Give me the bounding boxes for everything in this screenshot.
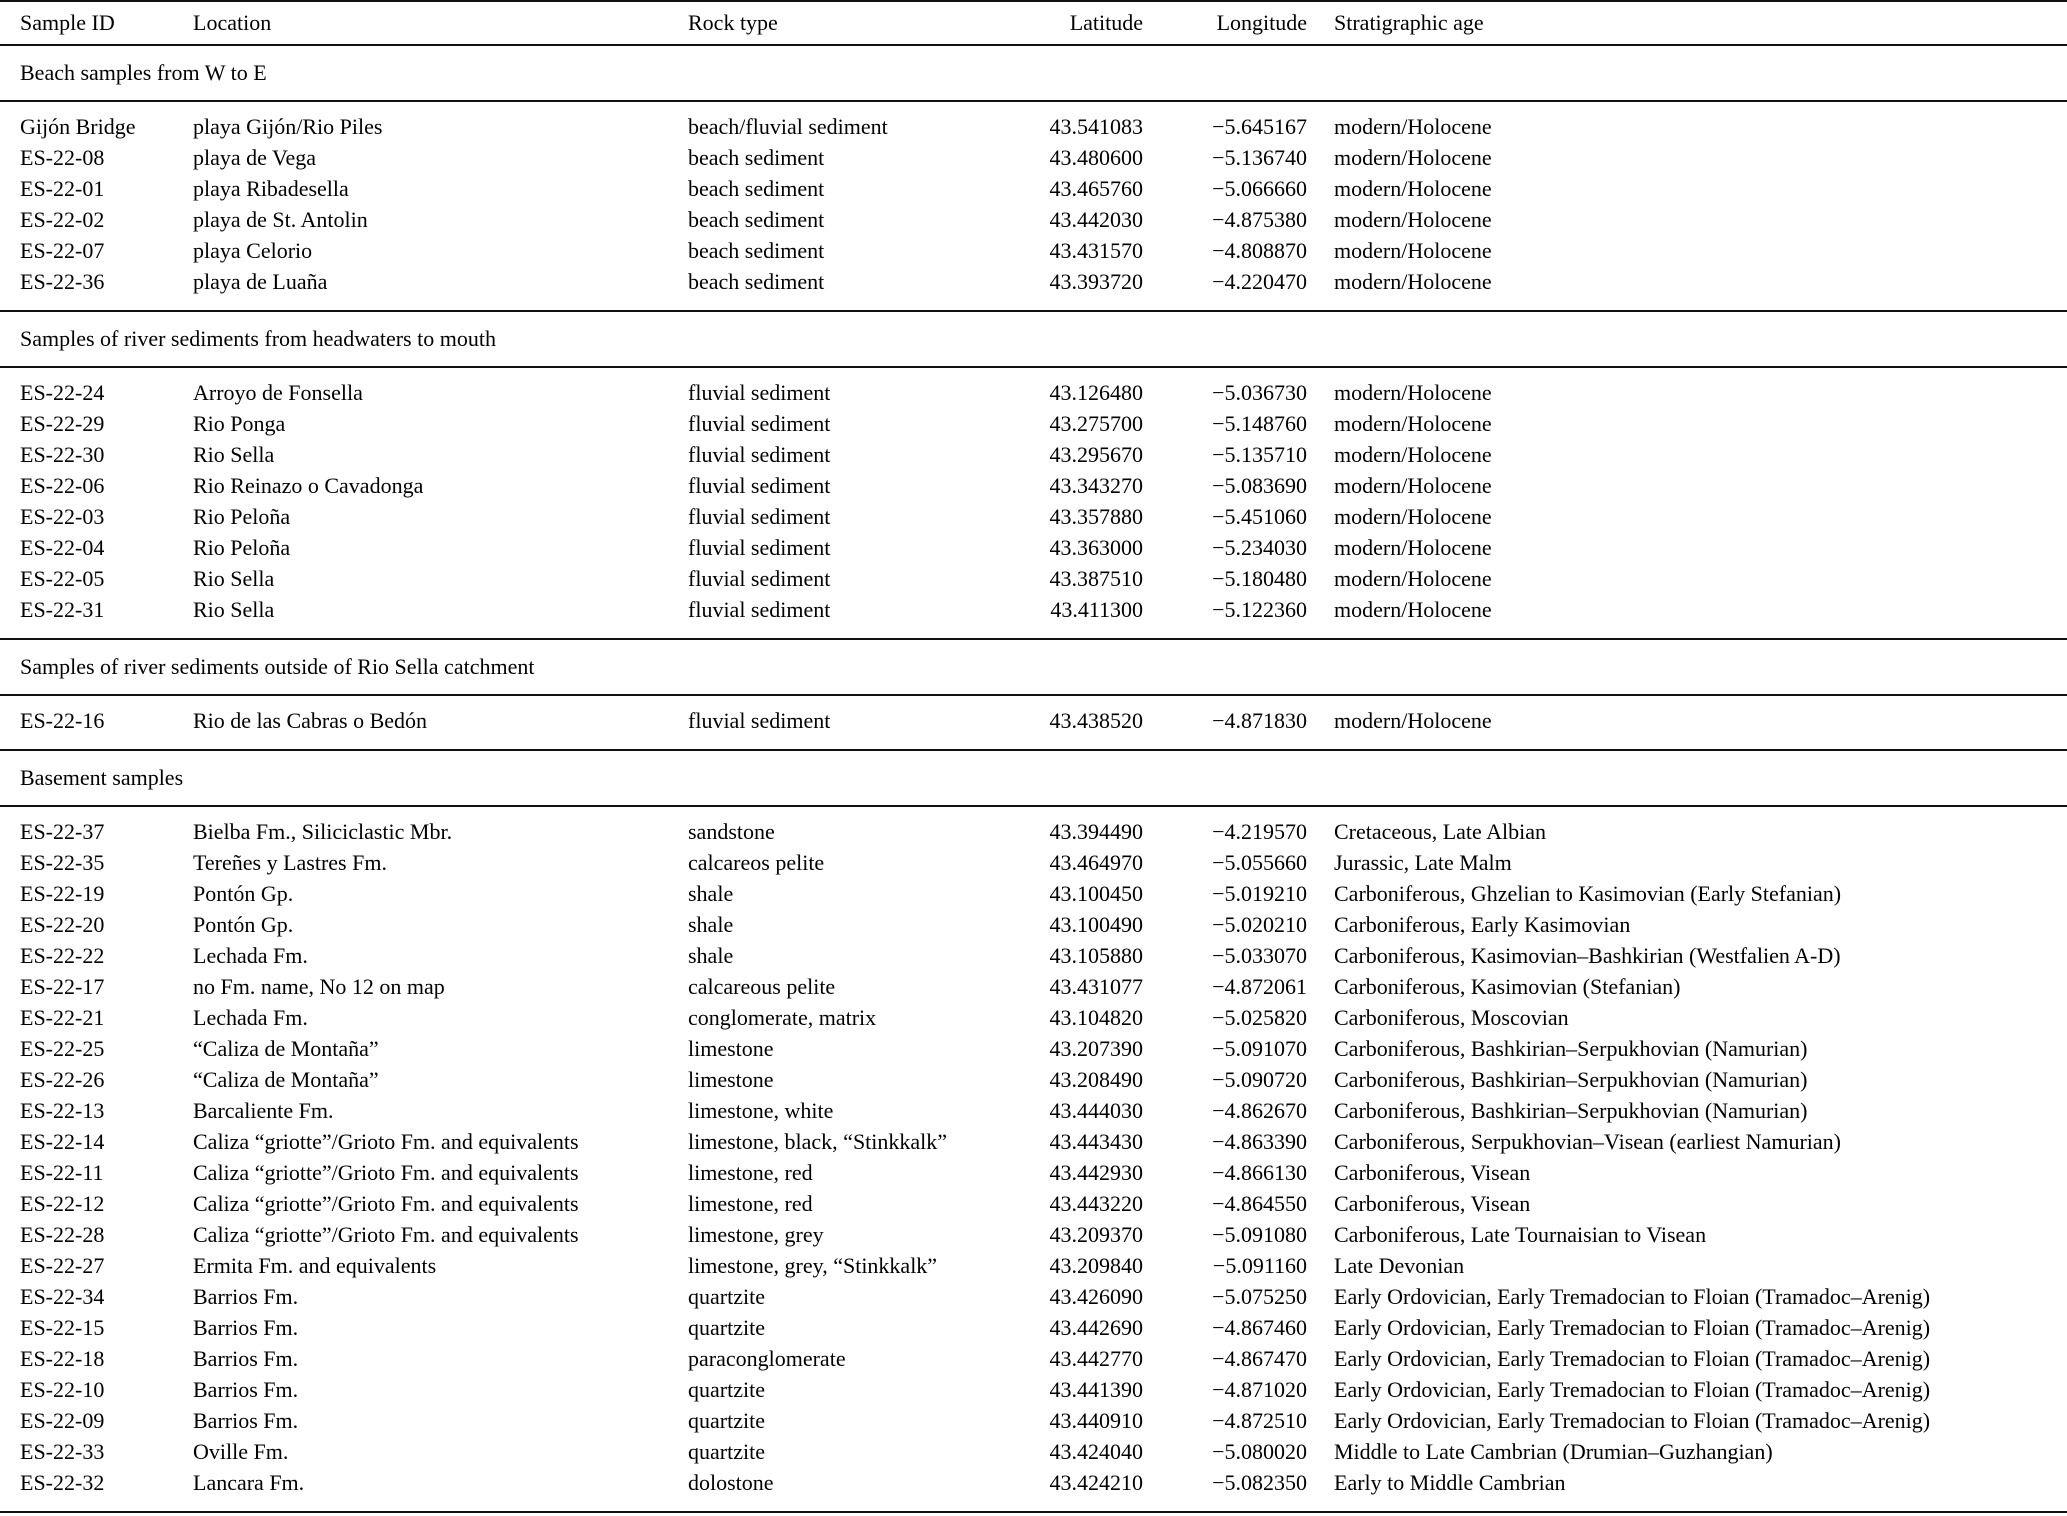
cell-rock-type: beach sediment bbox=[688, 176, 825, 201]
cell-latitude: 43.387510 bbox=[1049, 566, 1143, 591]
cell-stratigraphic-age: Early Ordovician, Early Tremadocian to Floian (Tramadoc–Arenig) bbox=[1334, 1315, 1931, 1340]
cell-rock-type: paraconglomerate bbox=[688, 1346, 846, 1371]
cell-sample-id: Gijón Bridge bbox=[20, 114, 136, 139]
cell-stratigraphic-age: Carboniferous, Ghzelian to Kasimovian (Early Stefanian) bbox=[1334, 881, 1842, 906]
cell-stratigraphic-age: Jurassic, Late Malm bbox=[1334, 850, 1512, 875]
cell-location: Rio Peloña bbox=[193, 504, 291, 529]
cell-rock-type: quartzite bbox=[688, 1439, 765, 1464]
cell-latitude: 43.431077 bbox=[1049, 974, 1143, 999]
cell-location: Oville Fm. bbox=[193, 1439, 289, 1464]
cell-latitude: 43.424040 bbox=[1049, 1439, 1143, 1464]
table-row bbox=[0, 501, 2067, 532]
cell-stratigraphic-age: Carboniferous, Serpukhovian–Visean (earliest Namurian) bbox=[1334, 1129, 1841, 1154]
cell-sample-id: ES-22-33 bbox=[20, 1439, 105, 1464]
cell-rock-type: limestone bbox=[688, 1067, 774, 1092]
cell-latitude: 43.442690 bbox=[1049, 1315, 1143, 1340]
cell-latitude: 43.105880 bbox=[1049, 943, 1143, 968]
cell-sample-id: ES-22-12 bbox=[20, 1191, 105, 1216]
cell-longitude: −5.066660 bbox=[1212, 176, 1307, 201]
cell-location: Barrios Fm. bbox=[193, 1377, 299, 1402]
cell-location: playa de Vega bbox=[193, 145, 316, 170]
cell-longitude: −5.645167 bbox=[1212, 114, 1307, 139]
cell-sample-id: ES-22-03 bbox=[20, 504, 105, 529]
cell-sample-id: ES-22-29 bbox=[20, 411, 105, 436]
cell-latitude: 43.443220 bbox=[1049, 1191, 1143, 1216]
cell-sample-id: ES-22-30 bbox=[20, 442, 105, 467]
column-header-latitude: Latitude bbox=[1030, 1, 1143, 45]
cell-rock-type: beach sediment bbox=[688, 238, 825, 263]
cell-rock-type: limestone, red bbox=[688, 1191, 813, 1216]
cell-latitude: 43.343270 bbox=[1049, 473, 1143, 498]
cell-location: playa Gijón/Rio Piles bbox=[193, 114, 383, 139]
cell-longitude: −4.863390 bbox=[1212, 1129, 1307, 1154]
cell-rock-type: limestone, black, “Stinkkalk” bbox=[688, 1129, 948, 1154]
cell-stratigraphic-age: Carboniferous, Late Tournaisian to Visean bbox=[1334, 1222, 1707, 1247]
cell-latitude: 43.394490 bbox=[1049, 819, 1143, 844]
table-row bbox=[0, 204, 2067, 235]
cell-location: Lechada Fm. bbox=[193, 943, 308, 968]
cell-location: “Caliza de Montaña” bbox=[193, 1067, 379, 1092]
cell-rock-type: beach/fluvial sediment bbox=[688, 114, 888, 139]
cell-latitude: 43.209840 bbox=[1049, 1253, 1143, 1278]
cell-location: Tereñes y Lastres Fm. bbox=[193, 850, 387, 875]
table-row bbox=[0, 1281, 2067, 1312]
cell-longitude: −5.019210 bbox=[1212, 881, 1307, 906]
cell-longitude: −4.871830 bbox=[1212, 708, 1307, 733]
cell-location: Pontón Gp. bbox=[193, 881, 294, 906]
cell-longitude: −5.083690 bbox=[1212, 473, 1307, 498]
table-row bbox=[0, 142, 2067, 173]
cell-location: Rio de las Cabras o Bedón bbox=[193, 708, 428, 733]
cell-location: Caliza “griotte”/Grioto Fm. and equivalents bbox=[193, 1129, 579, 1154]
section-header-row bbox=[0, 750, 2067, 806]
cell-rock-type: beach sediment bbox=[688, 145, 825, 170]
table-row bbox=[0, 1064, 2067, 1095]
cell-latitude: 43.465760 bbox=[1049, 176, 1143, 201]
column-header-stratigraphic-age: Stratigraphic age bbox=[1307, 1, 2067, 45]
cell-longitude: −5.055660 bbox=[1212, 850, 1307, 875]
cell-sample-id: ES-22-37 bbox=[20, 819, 105, 844]
cell-latitude: 43.363000 bbox=[1049, 535, 1143, 560]
cell-longitude: −5.180480 bbox=[1212, 566, 1307, 591]
cell-stratigraphic-age: Cretaceous, Late Albian bbox=[1334, 819, 1546, 844]
cell-longitude: −5.136740 bbox=[1212, 145, 1307, 170]
table-row bbox=[0, 1343, 2067, 1374]
cell-latitude: 43.541083 bbox=[1049, 114, 1143, 139]
cell-latitude: 43.295670 bbox=[1049, 442, 1143, 467]
cell-latitude: 43.438520 bbox=[1049, 708, 1143, 733]
table-row bbox=[0, 1374, 2067, 1405]
cell-latitude: 43.357880 bbox=[1049, 504, 1143, 529]
cell-rock-type: fluvial sediment bbox=[688, 566, 831, 591]
cell-latitude: 43.464970 bbox=[1049, 850, 1143, 875]
cell-stratigraphic-age: modern/Holocene bbox=[1334, 504, 1492, 529]
cell-stratigraphic-age: Early to Middle Cambrian bbox=[1334, 1470, 1566, 1495]
cell-stratigraphic-age: modern/Holocene bbox=[1334, 535, 1492, 560]
cell-latitude: 43.431570 bbox=[1049, 238, 1143, 263]
cell-longitude: −4.867460 bbox=[1212, 1315, 1307, 1340]
cell-location: Rio Peloña bbox=[193, 535, 291, 560]
cell-latitude: 43.393720 bbox=[1049, 269, 1143, 294]
cell-stratigraphic-age: Early Ordovician, Early Tremadocian to Floian (Tramadoc–Arenig) bbox=[1334, 1284, 1931, 1309]
cell-sample-id: ES-22-24 bbox=[20, 380, 105, 405]
cell-longitude: −5.122360 bbox=[1212, 597, 1307, 622]
cell-location: Rio Sella bbox=[193, 442, 275, 467]
cell-location: playa Ribadesella bbox=[193, 176, 349, 201]
cell-rock-type: fluvial sediment bbox=[688, 597, 831, 622]
cell-rock-type: limestone bbox=[688, 1036, 774, 1061]
cell-location: no Fm. name, No 12 on map bbox=[193, 974, 445, 999]
cell-stratigraphic-age: modern/Holocene bbox=[1334, 708, 1492, 733]
cell-rock-type: sandstone bbox=[688, 819, 775, 844]
cell-rock-type: fluvial sediment bbox=[688, 473, 831, 498]
cell-longitude: −4.220470 bbox=[1212, 269, 1307, 294]
cell-sample-id: ES-22-10 bbox=[20, 1377, 105, 1402]
cell-sample-id: ES-22-16 bbox=[20, 708, 105, 733]
cell-rock-type: shale bbox=[688, 943, 734, 968]
cell-latitude: 43.100490 bbox=[1049, 912, 1143, 937]
cell-longitude: −4.875380 bbox=[1212, 207, 1307, 232]
cell-latitude: 43.411300 bbox=[1050, 597, 1143, 622]
cell-sample-id: ES-22-20 bbox=[20, 912, 105, 937]
table-row bbox=[0, 1436, 2067, 1467]
cell-stratigraphic-age: Carboniferous, Bashkirian–Serpukhovian (Namurian) bbox=[1334, 1098, 1808, 1123]
cell-latitude: 43.104820 bbox=[1049, 1005, 1143, 1030]
table-row bbox=[0, 532, 2067, 563]
cell-sample-id: ES-22-01 bbox=[20, 176, 105, 201]
cell-stratigraphic-age: modern/Holocene bbox=[1334, 207, 1492, 232]
cell-sample-id: ES-22-31 bbox=[20, 597, 105, 622]
cell-stratigraphic-age: modern/Holocene bbox=[1334, 238, 1492, 263]
cell-longitude: −4.872061 bbox=[1212, 974, 1307, 999]
cell-location: Arroyo de Fonsella bbox=[193, 380, 363, 405]
cell-stratigraphic-age: modern/Holocene bbox=[1334, 269, 1492, 294]
cell-stratigraphic-age: modern/Holocene bbox=[1334, 145, 1492, 170]
cell-latitude: 43.444030 bbox=[1049, 1098, 1143, 1123]
cell-latitude: 43.440910 bbox=[1049, 1408, 1143, 1433]
column-header-rock-type: Rock type bbox=[688, 1, 1030, 45]
cell-latitude: 43.207390 bbox=[1049, 1036, 1143, 1061]
cell-location: Caliza “griotte”/Grioto Fm. and equivalents bbox=[193, 1222, 579, 1247]
cell-location: playa de Luaña bbox=[193, 269, 328, 294]
cell-location: Barrios Fm. bbox=[193, 1284, 299, 1309]
cell-rock-type: beach sediment bbox=[688, 269, 825, 294]
cell-stratigraphic-age: Carboniferous, Kasimovian–Bashkirian (Westfalien A-D) bbox=[1334, 943, 1841, 968]
cell-stratigraphic-age: Early Ordovician, Early Tremadocian to Floian (Tramadoc–Arenig) bbox=[1334, 1346, 1931, 1371]
cell-sample-id: ES-22-36 bbox=[20, 269, 105, 294]
cell-location: Rio Ponga bbox=[193, 411, 286, 436]
cell-longitude: −5.025820 bbox=[1212, 1005, 1307, 1030]
cell-longitude: −4.872510 bbox=[1212, 1408, 1307, 1433]
cell-longitude: −5.036730 bbox=[1212, 380, 1307, 405]
cell-stratigraphic-age: Late Devonian bbox=[1334, 1253, 1465, 1278]
table-row bbox=[0, 408, 2067, 439]
table-row bbox=[0, 909, 2067, 940]
column-header-longitude: Longitude bbox=[1143, 1, 1307, 45]
cell-latitude: 43.441390 bbox=[1049, 1377, 1143, 1402]
table-row bbox=[0, 1312, 2067, 1343]
cell-sample-id: ES-22-08 bbox=[20, 145, 105, 170]
cell-stratigraphic-age: Middle to Late Cambrian (Drumian–Guzhangian) bbox=[1334, 1439, 1773, 1464]
cell-stratigraphic-age: Carboniferous, Kasimovian (Stefanian) bbox=[1334, 974, 1681, 999]
cell-stratigraphic-age: modern/Holocene bbox=[1334, 380, 1492, 405]
cell-rock-type: limestone, red bbox=[688, 1160, 813, 1185]
cell-latitude: 43.442930 bbox=[1049, 1160, 1143, 1185]
cell-longitude: −5.091080 bbox=[1212, 1222, 1307, 1247]
table-row bbox=[0, 940, 2067, 971]
cell-sample-id: ES-22-25 bbox=[20, 1036, 105, 1061]
cell-sample-id: ES-22-07 bbox=[20, 238, 105, 263]
cell-location: Lechada Fm. bbox=[193, 1005, 308, 1030]
cell-location: Rio Reinazo o Cavadonga bbox=[193, 473, 424, 498]
cell-longitude: −5.082350 bbox=[1212, 1470, 1307, 1495]
cell-longitude: −4.862670 bbox=[1212, 1098, 1307, 1123]
table-row bbox=[0, 1157, 2067, 1188]
cell-sample-id: ES-22-27 bbox=[20, 1253, 105, 1278]
cell-longitude: −5.148760 bbox=[1212, 411, 1307, 436]
cell-longitude: −5.090720 bbox=[1212, 1067, 1307, 1092]
cell-rock-type: limestone, grey bbox=[688, 1222, 824, 1247]
cell-rock-type: quartzite bbox=[688, 1284, 765, 1309]
cell-sample-id: ES-22-04 bbox=[20, 535, 105, 560]
cell-latitude: 43.275700 bbox=[1049, 411, 1143, 436]
cell-latitude: 43.426090 bbox=[1049, 1284, 1143, 1309]
table-row bbox=[0, 878, 2067, 909]
cell-sample-id: ES-22-15 bbox=[20, 1315, 105, 1340]
cell-stratigraphic-age: Carboniferous, Visean bbox=[1334, 1191, 1531, 1216]
column-header-sample-id: Sample ID bbox=[0, 1, 193, 45]
table-row bbox=[0, 1188, 2067, 1219]
cell-stratigraphic-age: modern/Holocene bbox=[1334, 176, 1492, 201]
cell-longitude: −5.451060 bbox=[1212, 504, 1307, 529]
table-row bbox=[0, 1002, 2067, 1033]
section-title: Samples of river sediments outside of Rio Sella catchment bbox=[0, 639, 2067, 695]
cell-rock-type: limestone, grey, “Stinkkalk” bbox=[688, 1253, 938, 1278]
cell-stratigraphic-age: Carboniferous, Moscovian bbox=[1334, 1005, 1569, 1030]
cell-longitude: −4.871020 bbox=[1212, 1377, 1307, 1402]
cell-sample-id: ES-22-19 bbox=[20, 881, 105, 906]
section-header-row bbox=[0, 45, 2067, 101]
cell-longitude: −4.866130 bbox=[1212, 1160, 1307, 1185]
cell-location: Lancara Fm. bbox=[193, 1470, 305, 1495]
cell-latitude: 43.480600 bbox=[1049, 145, 1143, 170]
cell-rock-type: conglomerate, matrix bbox=[688, 1005, 877, 1030]
cell-longitude: −5.234030 bbox=[1212, 535, 1307, 560]
table-row bbox=[0, 1467, 2067, 1512]
cell-location: Barrios Fm. bbox=[193, 1346, 299, 1371]
table-row bbox=[0, 1095, 2067, 1126]
cell-location: playa de St. Antolin bbox=[193, 207, 368, 232]
cell-rock-type: calcareous pelite bbox=[688, 974, 836, 999]
cell-stratigraphic-age: modern/Holocene bbox=[1334, 473, 1492, 498]
section-title: Basement samples bbox=[0, 750, 2067, 806]
cell-longitude: −4.219570 bbox=[1212, 819, 1307, 844]
table-row bbox=[0, 1405, 2067, 1436]
table-row bbox=[0, 594, 2067, 639]
table-row bbox=[0, 971, 2067, 1002]
cell-rock-type: calcareos pelite bbox=[688, 850, 825, 875]
cell-location: Barcaliente Fm. bbox=[193, 1098, 334, 1123]
cell-location: Pontón Gp. bbox=[193, 912, 294, 937]
section-title: Beach samples from W to E bbox=[0, 45, 2067, 101]
cell-latitude: 43.208490 bbox=[1049, 1067, 1143, 1092]
cell-location: playa Celorio bbox=[193, 238, 313, 263]
cell-location: Rio Sella bbox=[193, 566, 275, 591]
cell-longitude: −5.091160 bbox=[1212, 1253, 1307, 1278]
cell-longitude: −4.867470 bbox=[1212, 1346, 1307, 1371]
cell-sample-id: ES-22-02 bbox=[20, 207, 105, 232]
cell-rock-type: shale bbox=[688, 881, 734, 906]
cell-longitude: −5.091070 bbox=[1212, 1036, 1307, 1061]
cell-rock-type: fluvial sediment bbox=[688, 504, 831, 529]
cell-stratigraphic-age: modern/Holocene bbox=[1334, 566, 1492, 591]
table-row bbox=[0, 367, 2067, 408]
table-row bbox=[0, 439, 2067, 470]
cell-longitude: −4.808870 bbox=[1212, 238, 1307, 263]
table-row bbox=[0, 563, 2067, 594]
cell-location: Ermita Fm. and equivalents bbox=[193, 1253, 437, 1278]
cell-sample-id: ES-22-09 bbox=[20, 1408, 105, 1433]
cell-longitude: −4.864550 bbox=[1212, 1191, 1307, 1216]
cell-stratigraphic-age: Early Ordovician, Early Tremadocian to Floian (Tramadoc–Arenig) bbox=[1334, 1377, 1931, 1402]
cell-location: Barrios Fm. bbox=[193, 1408, 299, 1433]
table-row bbox=[0, 806, 2067, 847]
cell-location: Caliza “griotte”/Grioto Fm. and equivalents bbox=[193, 1191, 579, 1216]
table-row bbox=[0, 1033, 2067, 1064]
cell-stratigraphic-age: modern/Holocene bbox=[1334, 442, 1492, 467]
cell-stratigraphic-age: modern/Holocene bbox=[1334, 597, 1492, 622]
cell-sample-id: ES-22-05 bbox=[20, 566, 105, 591]
cell-location: Rio Sella bbox=[193, 597, 275, 622]
cell-sample-id: ES-22-22 bbox=[20, 943, 105, 968]
cell-sample-id: ES-22-13 bbox=[20, 1098, 105, 1123]
cell-longitude: −5.135710 bbox=[1212, 442, 1307, 467]
cell-sample-id: ES-22-11 bbox=[20, 1160, 104, 1185]
cell-rock-type: quartzite bbox=[688, 1377, 765, 1402]
cell-location: Caliza “griotte”/Grioto Fm. and equivalents bbox=[193, 1160, 579, 1185]
cell-sample-id: ES-22-18 bbox=[20, 1346, 105, 1371]
cell-latitude: 43.126480 bbox=[1049, 380, 1143, 405]
section-title: Samples of river sediments from headwaters to mouth bbox=[0, 311, 2067, 367]
cell-stratigraphic-age: Carboniferous, Bashkirian–Serpukhovian (Namurian) bbox=[1334, 1036, 1808, 1061]
table-row bbox=[0, 1219, 2067, 1250]
cell-sample-id: ES-22-17 bbox=[20, 974, 105, 999]
cell-stratigraphic-age: Carboniferous, Early Kasimovian bbox=[1334, 912, 1631, 937]
cell-longitude: −5.080020 bbox=[1212, 1439, 1307, 1464]
cell-stratigraphic-age: modern/Holocene bbox=[1334, 411, 1492, 436]
table-row bbox=[0, 695, 2067, 750]
cell-rock-type: fluvial sediment bbox=[688, 535, 831, 560]
cell-location: Barrios Fm. bbox=[193, 1315, 299, 1340]
cell-rock-type: quartzite bbox=[688, 1315, 765, 1340]
cell-rock-type: fluvial sediment bbox=[688, 411, 831, 436]
section-header-row bbox=[0, 311, 2067, 367]
table-row bbox=[0, 1250, 2067, 1281]
column-header-location: Location bbox=[193, 1, 688, 45]
cell-latitude: 43.209370 bbox=[1049, 1222, 1143, 1247]
cell-rock-type: fluvial sediment bbox=[688, 708, 831, 733]
cell-sample-id: ES-22-06 bbox=[20, 473, 105, 498]
cell-sample-id: ES-22-28 bbox=[20, 1222, 105, 1247]
table-row bbox=[0, 266, 2067, 311]
table-row bbox=[0, 173, 2067, 204]
cell-sample-id: ES-22-35 bbox=[20, 850, 105, 875]
section-header-row bbox=[0, 639, 2067, 695]
cell-sample-id: ES-22-21 bbox=[20, 1005, 105, 1030]
cell-location: “Caliza de Montaña” bbox=[193, 1036, 379, 1061]
cell-stratigraphic-age: Carboniferous, Visean bbox=[1334, 1160, 1531, 1185]
cell-rock-type: dolostone bbox=[688, 1470, 774, 1495]
cell-sample-id: ES-22-32 bbox=[20, 1470, 105, 1495]
cell-rock-type: fluvial sediment bbox=[688, 442, 831, 467]
cell-sample-id: ES-22-34 bbox=[20, 1284, 105, 1309]
cell-latitude: 43.442770 bbox=[1049, 1346, 1143, 1371]
table-row bbox=[0, 470, 2067, 501]
cell-stratigraphic-age: Early Ordovician, Early Tremadocian to Floian (Tramadoc–Arenig) bbox=[1334, 1408, 1931, 1433]
cell-rock-type: limestone, white bbox=[688, 1098, 834, 1123]
cell-latitude: 43.442030 bbox=[1049, 207, 1143, 232]
cell-location: Bielba Fm., Siliciclastic Mbr. bbox=[193, 819, 453, 844]
table-row bbox=[0, 847, 2067, 878]
cell-sample-id: ES-22-26 bbox=[20, 1067, 105, 1092]
cell-longitude: −5.020210 bbox=[1212, 912, 1307, 937]
cell-longitude: −5.033070 bbox=[1212, 943, 1307, 968]
cell-latitude: 43.424210 bbox=[1049, 1470, 1143, 1495]
cell-latitude: 43.443430 bbox=[1049, 1129, 1143, 1154]
table-row bbox=[0, 235, 2067, 266]
cell-rock-type: quartzite bbox=[688, 1408, 765, 1433]
cell-rock-type: shale bbox=[688, 912, 734, 937]
table-row bbox=[0, 101, 2067, 142]
cell-rock-type: beach sediment bbox=[688, 207, 825, 232]
cell-stratigraphic-age: modern/Holocene bbox=[1334, 114, 1492, 139]
cell-rock-type: fluvial sediment bbox=[688, 380, 831, 405]
cell-sample-id: ES-22-14 bbox=[20, 1129, 105, 1154]
table-row bbox=[0, 1126, 2067, 1157]
cell-longitude: −5.075250 bbox=[1212, 1284, 1307, 1309]
table-header-row bbox=[0, 1, 2067, 45]
cell-latitude: 43.100450 bbox=[1049, 881, 1143, 906]
cell-stratigraphic-age: Carboniferous, Bashkirian–Serpukhovian (Namurian) bbox=[1334, 1067, 1808, 1092]
